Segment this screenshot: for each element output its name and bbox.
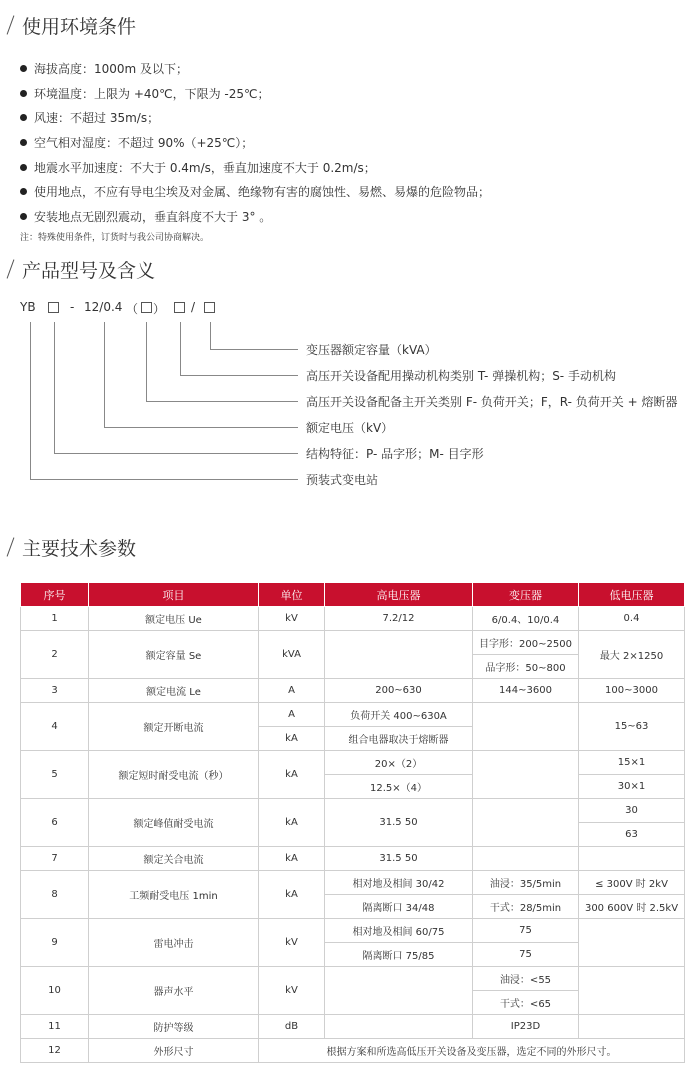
condition-item xyxy=(20,105,690,130)
cell-item: 额定电流 Le xyxy=(89,679,259,703)
model-slash: / xyxy=(191,300,196,314)
model-title xyxy=(6,256,155,282)
cell-no: 1 xyxy=(21,607,89,631)
table-row xyxy=(21,751,685,775)
condition-item xyxy=(20,204,690,229)
condition-item xyxy=(20,56,690,81)
cell-tr: 油浸：35/5min xyxy=(473,871,579,895)
cell-hv: 7.2/12 xyxy=(325,607,473,631)
table-row xyxy=(21,679,685,703)
cell-hv: 200~630 xyxy=(325,679,473,703)
model-desc-structure: 结构特征：P- 品字形；M- 目字形 xyxy=(306,447,484,461)
bullet-icon xyxy=(20,188,27,195)
cell-lv: 15~63 xyxy=(579,703,685,751)
cell-hv: 隔离断口 34/48 xyxy=(325,895,473,919)
model-open-paren: （ xyxy=(126,302,139,316)
condition-text: 海拔高度：1000m 及以下； xyxy=(34,61,189,76)
cell-unit: kA xyxy=(259,871,325,919)
cell-tr: 144~3600 xyxy=(473,679,579,703)
model-diagram xyxy=(0,290,700,500)
cell-tr: IP23D xyxy=(473,1015,579,1039)
cell-no: 12 xyxy=(21,1039,89,1063)
cell-tr: 油浸：<55 xyxy=(473,967,579,991)
table-row xyxy=(21,871,685,895)
model-desc-switch: 高压开关设备配备主开关类别 F- 负荷开关；F，R- 负荷开关 + 熔断器 xyxy=(306,395,678,409)
cell-no: 7 xyxy=(21,847,89,871)
cell-no: 6 xyxy=(21,799,89,847)
cell-dimensions: 根据方案和所选高低压开关设备及变压器，选定不同的外形尺寸。 xyxy=(259,1039,685,1063)
conditions-title-text: 使用环境条件 xyxy=(22,15,137,38)
header-hv: 高电压器 xyxy=(325,583,473,607)
condition-text: 环境温度：上限为 +40℃，下限为 -25℃； xyxy=(34,86,270,101)
cell-tr xyxy=(473,799,579,847)
cell-no: 2 xyxy=(21,631,89,679)
cell-lv xyxy=(579,919,685,967)
header-no: 序号 xyxy=(21,583,89,607)
cell-unit: A xyxy=(259,703,325,727)
cell-item: 额定开断电流 xyxy=(89,703,259,751)
bullet-icon xyxy=(20,114,27,121)
title-slash-decor xyxy=(6,260,16,278)
model-desc-capacity: 变压器额定容量（kVA） xyxy=(306,343,437,357)
table-row xyxy=(21,799,685,823)
cell-no: 8 xyxy=(21,871,89,919)
cell-no: 10 xyxy=(21,967,89,1015)
cell-lv: 0.4 xyxy=(579,607,685,631)
cell-unit: A xyxy=(259,679,325,703)
condition-text: 安装地点无剧烈震动，垂直斜度不大于 3° 。 xyxy=(34,209,272,224)
params-title-text: 主要技术参数 xyxy=(22,537,137,560)
cell-item: 外形尺寸 xyxy=(89,1039,259,1063)
cell-tr: 目字形：200~2500 xyxy=(473,631,579,655)
cell-hv: 组合电器取决于熔断器 xyxy=(325,727,473,751)
cell-lv: 30×1 xyxy=(579,775,685,799)
condition-text: 地震水平加速度：不大于 0.4m/s，垂直加速度不大于 0.2m/s； xyxy=(34,160,376,175)
bullet-icon xyxy=(20,65,27,72)
cell-hv: 31.5 50 xyxy=(325,799,473,847)
conditions-list xyxy=(20,56,690,229)
cell-tr: 75 xyxy=(473,943,579,967)
header-lv: 低电压器 xyxy=(579,583,685,607)
bullet-icon xyxy=(20,164,27,171)
cell-item: 防护等级 xyxy=(89,1015,259,1039)
cell-item: 额定关合电流 xyxy=(89,847,259,871)
cell-lv: 15×1 xyxy=(579,751,685,775)
header-unit: 单位 xyxy=(259,583,325,607)
model-desc-substation: 预装式变电站 xyxy=(306,473,379,487)
cell-lv: ≤ 300V 时 2kV xyxy=(579,871,685,895)
cell-hv: 12.5×（4） xyxy=(325,775,473,799)
cell-lv xyxy=(579,847,685,871)
cell-hv: 隔离断口 75/85 xyxy=(325,943,473,967)
condition-item xyxy=(20,81,690,106)
cell-tr: 干式：28/5min xyxy=(473,895,579,919)
cell-lv: 100~3000 xyxy=(579,679,685,703)
cell-tr xyxy=(473,703,579,751)
table-row xyxy=(21,847,685,871)
cell-unit: kA xyxy=(259,751,325,799)
model-desc-voltage: 额定电压（kV） xyxy=(306,421,394,435)
cell-unit: kA xyxy=(259,799,325,847)
condition-text: 使用地点，不应有导电尘埃及对金属、绝缘物有害的腐蚀性、易燃、易爆的危险物品； xyxy=(34,185,491,200)
cell-item: 额定峰值耐受电流 xyxy=(89,799,259,847)
table-header-row xyxy=(21,583,685,607)
condition-item xyxy=(20,179,690,204)
cell-lv: 30 xyxy=(579,799,685,823)
cell-tr xyxy=(473,751,579,799)
cell-no: 4 xyxy=(21,703,89,751)
cell-unit: dB xyxy=(259,1015,325,1039)
cell-unit: kVA xyxy=(259,631,325,679)
conditions-note: 注：特殊使用条件，订货时与我公司协商解决。 xyxy=(20,233,210,243)
cell-hv: 31.5 50 xyxy=(325,847,473,871)
header-tr: 变压器 xyxy=(473,583,579,607)
bullet-icon xyxy=(20,139,27,146)
params-table xyxy=(20,582,685,1063)
table-row xyxy=(21,1039,685,1063)
cell-item: 雷电冲击 xyxy=(89,919,259,967)
model-dash: - xyxy=(70,300,75,314)
cell-hv: 相对地及相间 30/42 xyxy=(325,871,473,895)
model-prefix: YB xyxy=(20,300,36,314)
cell-unit: kV xyxy=(259,967,325,1015)
header-item: 项目 xyxy=(89,583,259,607)
cell-lv xyxy=(579,1015,685,1039)
cell-unit: kV xyxy=(259,607,325,631)
params-title xyxy=(6,534,136,560)
table-row xyxy=(21,967,685,991)
table-row xyxy=(21,631,685,655)
table-row xyxy=(21,607,685,631)
cell-item: 工频耐受电压 1min xyxy=(89,871,259,919)
cell-hv xyxy=(325,1015,473,1039)
cell-tr: 75 xyxy=(473,919,579,943)
model-voltage: 12/0.4 xyxy=(84,300,123,314)
bullet-icon xyxy=(20,90,27,97)
bullet-icon xyxy=(20,213,27,220)
condition-item xyxy=(20,155,690,180)
cell-lv xyxy=(579,967,685,1015)
cell-hv: 20×（2） xyxy=(325,751,473,775)
cell-unit: kV xyxy=(259,919,325,967)
cell-item: 额定电压 Ue xyxy=(89,607,259,631)
cell-no: 3 xyxy=(21,679,89,703)
cell-item: 器声水平 xyxy=(89,967,259,1015)
cell-hv xyxy=(325,631,473,679)
cell-hv: 相对地及相间 60/75 xyxy=(325,919,473,943)
cell-unit: kA xyxy=(259,847,325,871)
cell-tr xyxy=(473,847,579,871)
condition-text: 空气相对湿度：不超过 90%（+25℃）； xyxy=(34,135,254,150)
title-slash-decor xyxy=(6,16,16,34)
model-desc-mechanism: 高压开关设备配用操动机构类别 T- 弹操机构；S- 手动机构 xyxy=(306,369,616,383)
cell-tr: 品字形：50~800 xyxy=(473,655,579,679)
cell-item: 额定短时耐受电流（秒） xyxy=(89,751,259,799)
cell-tr: 干式：<65 xyxy=(473,991,579,1015)
model-title-text: 产品型号及含义 xyxy=(22,259,156,282)
cell-hv xyxy=(325,967,473,1015)
cell-lv: 63 xyxy=(579,823,685,847)
cell-no: 11 xyxy=(21,1015,89,1039)
condition-text: 风速：不超过 35m/s； xyxy=(34,111,160,126)
cell-item: 额定容量 Se xyxy=(89,631,259,679)
cell-hv: 负荷开关 400~630A xyxy=(325,703,473,727)
conditions-title xyxy=(6,12,136,38)
cell-no: 5 xyxy=(21,751,89,799)
cell-tr: 6/0.4、10/0.4 xyxy=(473,607,579,631)
table-row xyxy=(21,919,685,943)
cell-lv: 300 600V 时 2.5kV xyxy=(579,895,685,919)
cell-lv: 最大 2×1250 xyxy=(579,631,685,679)
cell-unit: kA xyxy=(259,727,325,751)
table-row xyxy=(21,1015,685,1039)
cell-no: 9 xyxy=(21,919,89,967)
title-slash-decor xyxy=(6,538,16,556)
model-close-paren: ） xyxy=(153,302,166,316)
condition-item xyxy=(20,130,690,155)
table-row xyxy=(21,703,685,727)
